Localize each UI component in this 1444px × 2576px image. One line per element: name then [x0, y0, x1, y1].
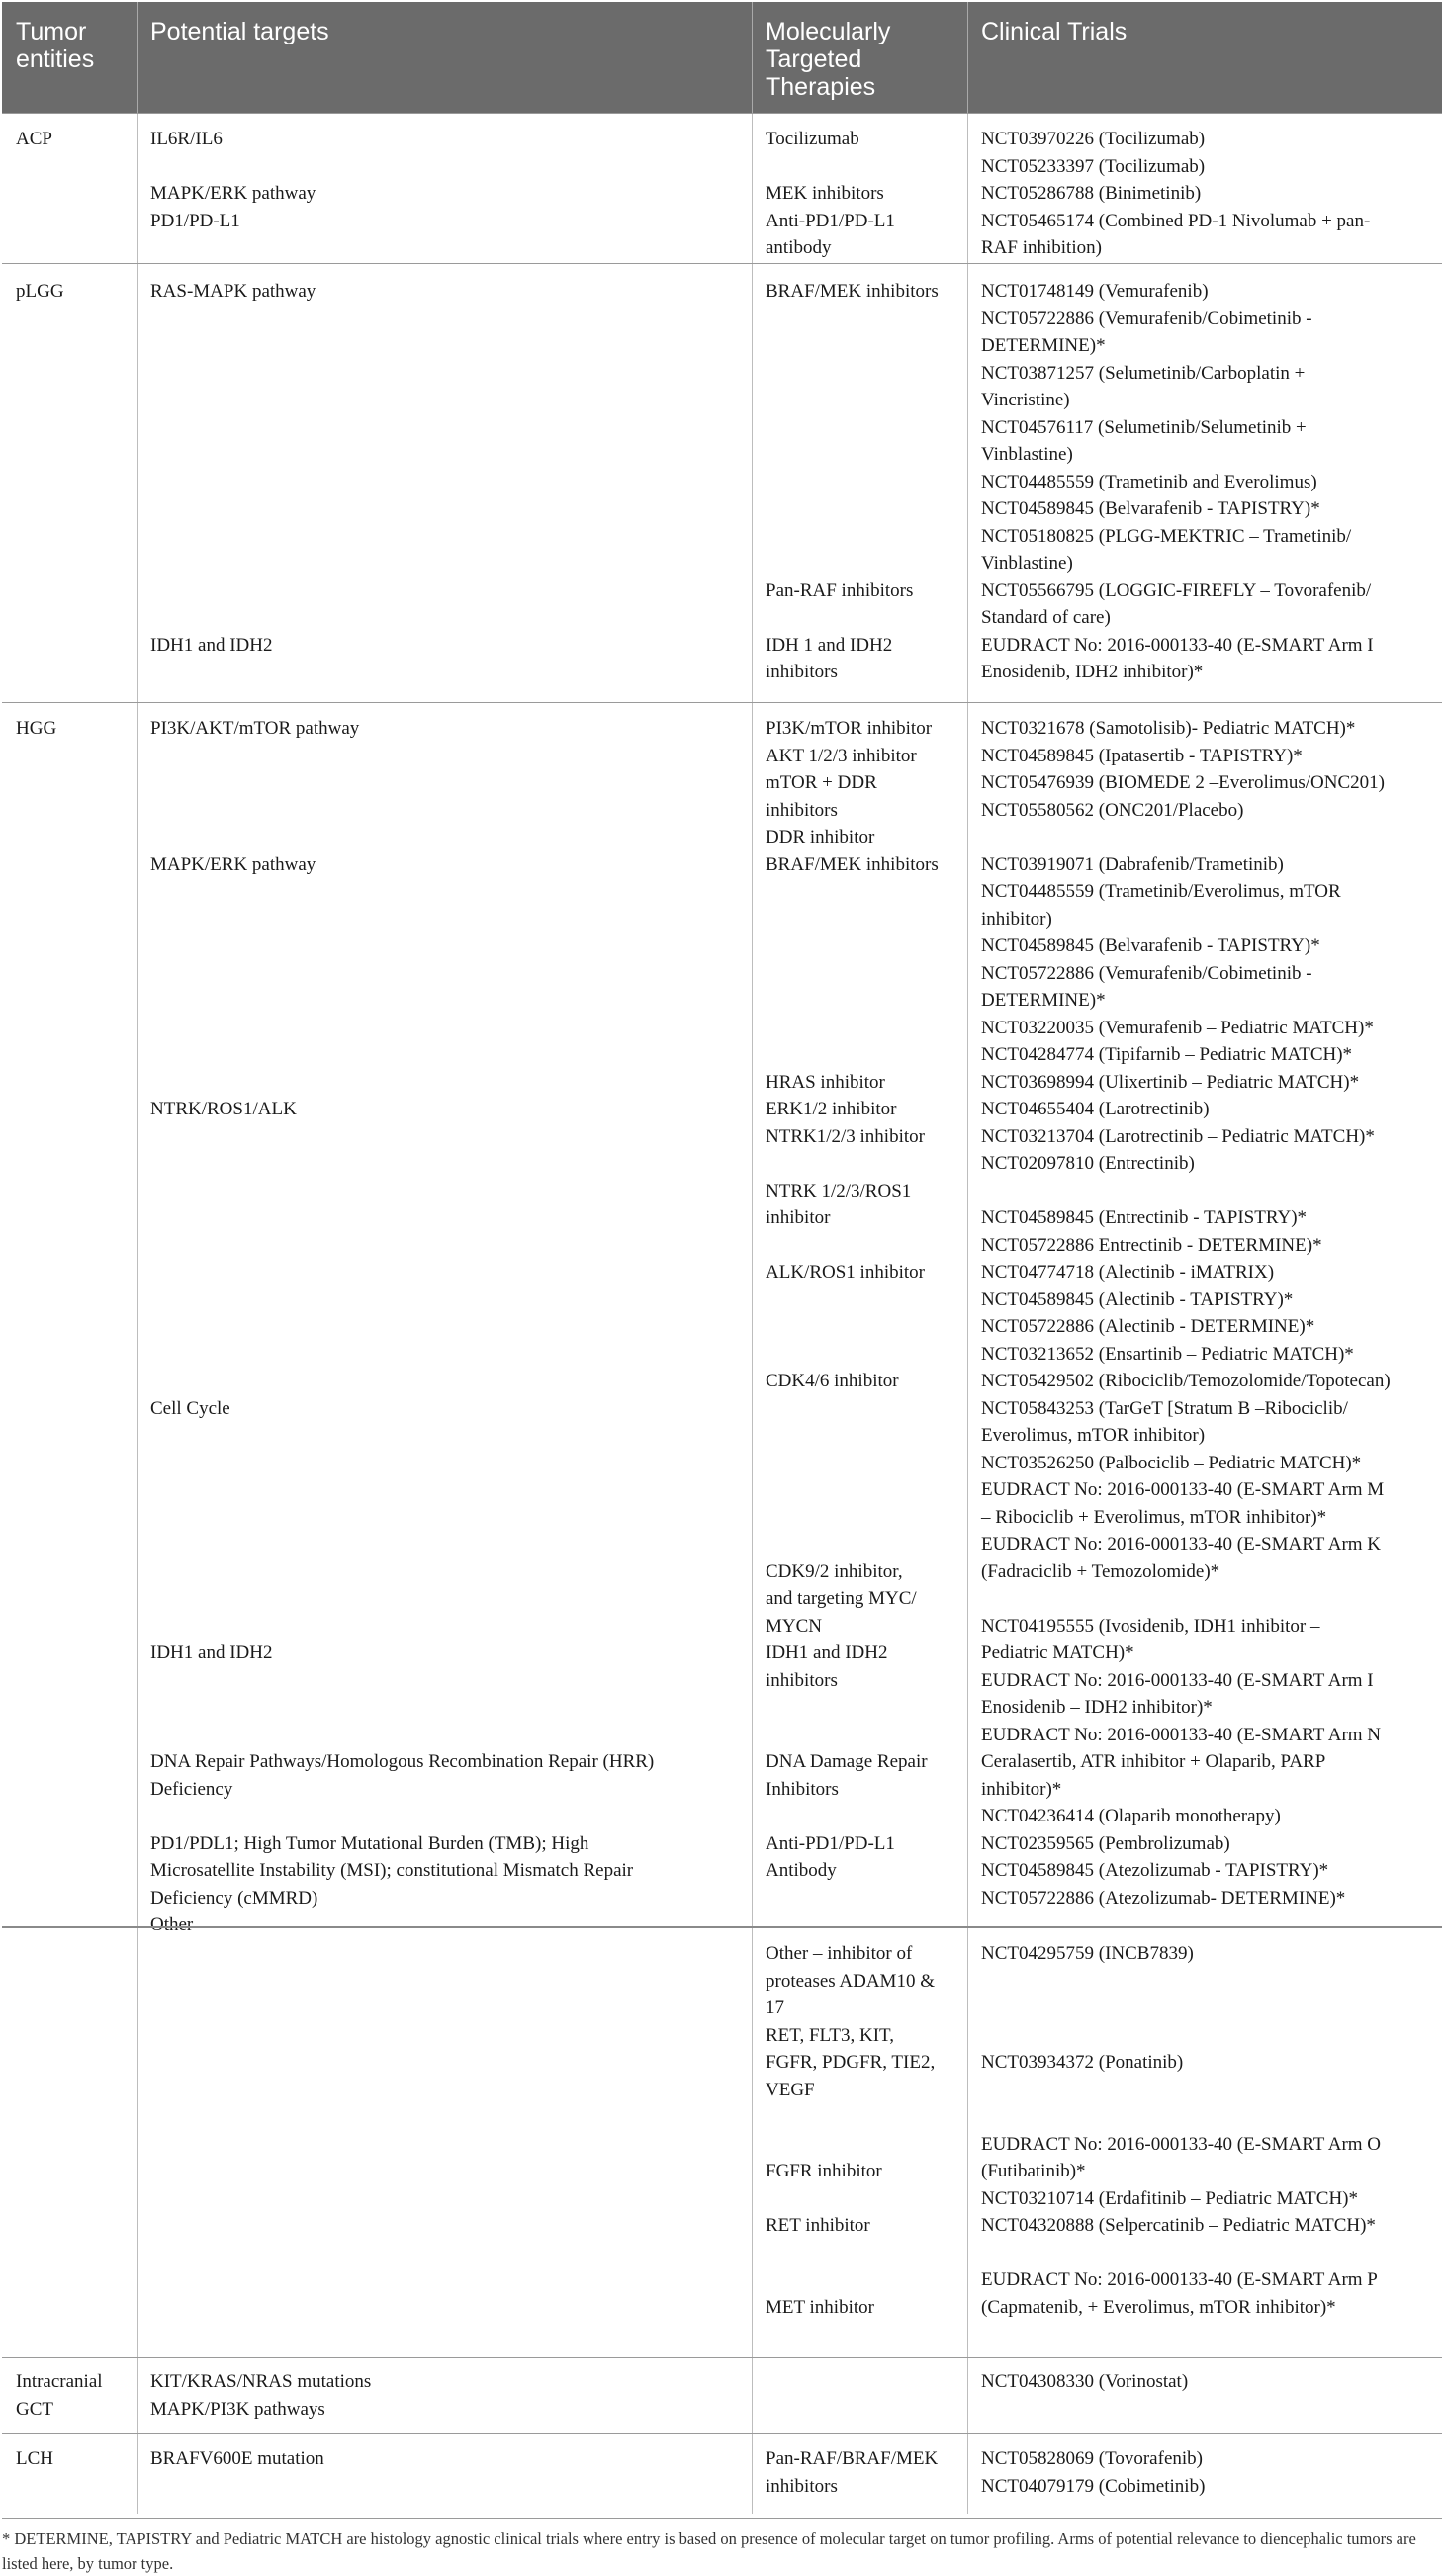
- therapies-cell: PI3K/mTOR inhibitor AKT 1/2/3 inhibitor mTOR + DDR inhibitors DDR inhibitor BRAF/MEK inhibitors HRAS inhibitor ERK1/2 inhibitor NTRK1/2/3 inhibitor NTRK 1/2/3/ROS1 inhibitor ALK/ROS1 inhibitor CDK4/6 inhibitor CDK9/2 inhibitor, and targeting MYC/ MYCN IDH1 and IDH2 inhibitors DNA Damage Repair Inhibitors Anti-PD1/PD-L1 Antibody: [766, 718, 939, 1881]
- tumor-entity-cell: pLGG: [16, 281, 64, 302]
- table-row-other: [2, 1926, 1442, 2359]
- therapies-cell: Tocilizumab MEK inhibitors Anti-PD1/PD-L1 antibody: [766, 129, 895, 258]
- targets-cell: IL6R/IL6 MAPK/ERK pathway PD1/PD-L1: [150, 129, 316, 231]
- table-row-gct: [2, 2357, 1442, 2434]
- trials-cell: NCT03970226 (Tocilizumab) NCT05233397 (Tocilizumab) NCT05286788 (Binimetinib) NCT05465174 (Combined PD-1 Nivolumab + pan- RAF inhibition): [981, 129, 1371, 258]
- header-divider: [967, 2, 968, 113]
- table-row-hgg: [2, 702, 1442, 1935]
- tumor-entity-cell: ACP: [16, 129, 52, 149]
- trials-cell: NCT04308330 (Vorinostat): [981, 2371, 1189, 2392]
- targets-cell: PI3K/AKT/mTOR pathway MAPK/ERK pathway NTRK/ROS1/ALK Cell Cycle IDH1 and IDH2 DNA Repair Pathways/Homologous Recombination Repair (HRR) Deficiency PD1/PDL1; High Tumor Mutational Burden (TMB); High Microsatellite Instability (MSI); constitutional Mismatch Repair Deficiency (cMMRD) Other: [150, 718, 655, 1935]
- trials-cell: NCT0321678 (Samotolisib)- Pediatric MATCH)* NCT04589845 (Ipatasertib - TAPISTRY)* NCT05476939 (BIOMEDE 2 –Everolimus/ONC201) NCT05580562 (ONC201/Placebo) NCT03919071 (Dabrafenib/Trametinib) NCT04485559 (Trametinib/Everolimus, mTOR inhibitor) NCT04589845 (Belvarafenib - TAPISTRY)* NCT05722886 (Vemurafenib/Cobimetinib - DETERMINE)* NCT03220035 (Vemurafenib – Pediatric MATCH)* NCT04284774 (Tipifarnib – Pediatric MATCH)* NCT03698994 (Ulixertinib – Pediatric MATCH)* NCT04655404 (Larotrectinib) NCT03213704 (Larotrectinib – Pediatric MATCH)* NCT02097810 (Entrectinib) NCT04589845 (Entrectinib - TAPISTRY)* NCT05722886 Entrectinib - DETERMINE)* NCT04774718 (Alectinib - iMATRIX) NCT04589845 (Alectinib - TAPISTRY)* NCT05722886 (Alectinib - DETERMINE)* NCT03213652 (Ensartinib – Pediatric MATCH)* NCT05429502 (Ribociclib/Temozolomide/Topotecan) NCT05843253 (TarGeT [Stratum B –Ribociclib/ Everolimus, mTOR inhibitor) NCT03526250 (Palbociclib – Pediatric MATCH)* EUDRACT No: 2016-000133-40 (E-SMART Arm M – Ribociclib + Everolimus, mTOR inhibitor)* EUDRACT No: 2016-000133-40 (E-SMART Arm K (Fadraciclib + Temozolomide)* NCT04195555 (Ivosidenib, IDH1 inhibitor – Pediatric MATCH)* EUDRACT No: 2016-000133-40 (E-SMART Arm I Enosidenib – IDH2 inhibitor)* EUDRACT No: 2016-000133-40 (E-SMART Arm N Ceralasertib, ATR inhibitor + Olaparib, PARP inhibitor)* NCT04236414 (Olaparib monotherapy) NCT02359565 (Pembrolizumab) NCT04589845 (Atezolizumab - TAPISTRY)* NCT05722886 (Atezolizumab- DETERMINE)*: [981, 718, 1391, 1909]
- table-row-plgg: [2, 263, 1442, 703]
- targets-cell: RAS-MAPK pathway IDH1 and IDH2: [150, 281, 316, 656]
- targets-cell: KIT/KRAS/NRAS mutations MAPK/PI3K pathways: [150, 2371, 372, 2420]
- table-row-acp: [2, 113, 1442, 264]
- table-row-lch: [2, 2433, 1442, 2515]
- header-divider: [137, 2, 138, 113]
- tumor-entity-cell: LCH: [16, 2448, 53, 2469]
- targets-cell: BRAFV600E mutation: [150, 2448, 324, 2469]
- therapies-cell: Pan-RAF/BRAF/MEK inhibitors: [766, 2448, 939, 2497]
- table-footnote: * DETERMINE, TAPISTRY and Pediatric MATCH are histology agnostic clinical trials where entry is based on presence of molecular target on tumor profiling. Arms of potential relevance to diencephalic tumors are listed here, by tumor type.: [2, 2518, 1442, 2576]
- trials-cell: NCT05828069 (Tovorafenib) NCT04079179 (Cobimetinib): [981, 2448, 1206, 2497]
- trials-cell: NCT01748149 (Vemurafenib) NCT05722886 (Vemurafenib/Cobimetinib - DETERMINE)* NCT03871257 (Selumetinib/Carboplatin + Vincristine) NCT04576117 (Selumetinib/Selumetinib + Vinblastine) NCT04485559 (Trametinib and Everolimus) NCT04589845 (Belvarafenib - TAPISTRY)* NCT05180825 (PLGG-MEKTRIC – Trametinib/ Vinblastine) NCT05566795 (LOGGIC-FIREFLY – Tovorafenib/ Standard of care) EUDRACT No: 2016-000133-40 (E-SMART Arm I Enosidenib, IDH2 inhibitor)*: [981, 281, 1374, 682]
- therapies-cell: Other – inhibitor of proteases ADAM10 & 17 RET, FLT3, KIT, FGFR, PDGFR, TIE2, VEGF FGFR inhibitor RET inhibitor MET inhibitor: [766, 1943, 936, 2318]
- header-tumor-entities: Tumor entities: [16, 18, 95, 73]
- tumor-entity-cell: Intracranial GCT: [16, 2371, 103, 2420]
- table-header: [2, 2, 1442, 113]
- therapies-cell: BRAF/MEK inhibitors Pan-RAF inhibitors IDH 1 and IDH2 inhibitors: [766, 281, 939, 682]
- header-therapies: Molecularly Targeted Therapies: [766, 18, 891, 101]
- header-potential-targets: Potential targets: [150, 18, 329, 45]
- header-divider: [752, 2, 753, 113]
- header-clinical-trials: Clinical Trials: [981, 18, 1128, 45]
- tumor-entity-cell: HGG: [16, 718, 57, 739]
- trials-cell: NCT04295759 (INCB7839) NCT03934372 (Ponatinib) EUDRACT No: 2016-000133-40 (E-SMART Arm O (Futibatinib)* NCT03210714 (Erdafitinib – Pediatric MATCH)* NCT04320888 (Selpercatinib – Pediatric MATCH)* EUDRACT No: 2016-000133-40 (E-SMART Arm P (Capmatenib, + Everolimus, mTOR inhibitor)*: [981, 1943, 1382, 2318]
